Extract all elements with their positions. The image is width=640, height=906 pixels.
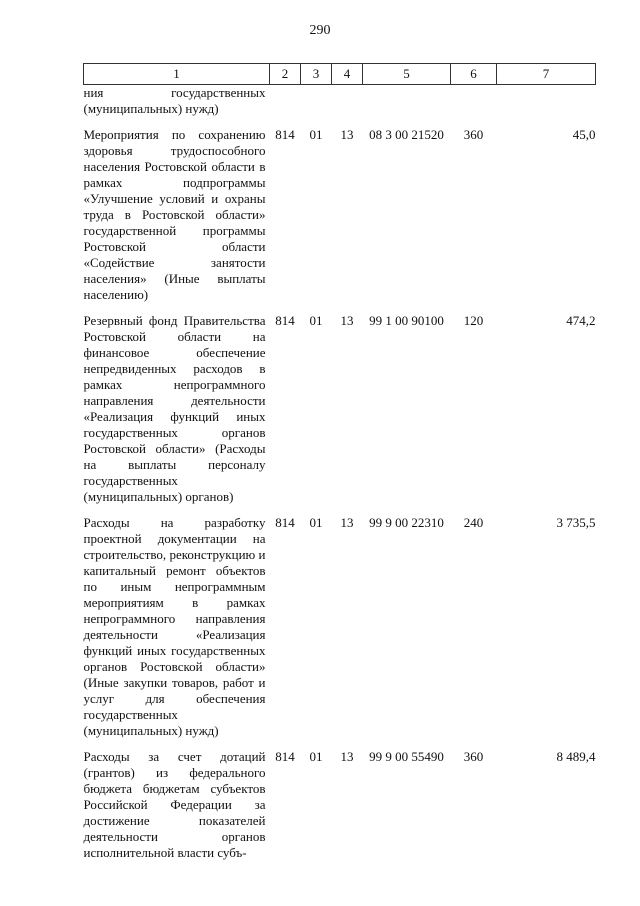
row-description: Расходы на разработку проектной документации на строительство, реконструкцию и капитальный ремонт объектов по иным непрограммным мероприятиям в рамках непрограммного направления деятельности «Реализация функций иных государственных органов Ростовской области» (Иные закупки товаров, работ и услуг для обеспечения государственных (муниципальных) нужд) [83, 515, 266, 738]
row-target-article: 99 1 00 90100 [369, 313, 444, 328]
row-section: 01 [309, 749, 323, 764]
row-ministry: 814 [275, 749, 295, 764]
row-target-article: 99 9 00 55490 [369, 749, 444, 764]
header-row [84, 64, 596, 85]
row-description: Мероприятия по сохранению здоровья трудоспособного населения Ростовской области в рамках подпрограммы «Улучшение условий и охраны труда в Ростовской области» государственной программы Ростовской области «Содействие занятости населения» (Иные выплаты населению) [83, 127, 266, 302]
row-ministry: 814 [275, 127, 295, 142]
row-section: 01 [309, 515, 323, 530]
row-description: Резервный фонд Правительства Ростовской области на финансовое обеспечение непредвиденных расходов в рамках непрограммного направления деятельности «Реализация функций иных государственных органов Ростовской области» (Расходы на выплаты персоналу государственных (муниципальных) органов) [83, 313, 266, 504]
page-number: 290 [309, 23, 331, 38]
table-row [84, 749, 596, 871]
row-amount: 3 735,5 [556, 515, 596, 530]
column-header-1: 1 [84, 64, 270, 85]
row-target-article: 08 3 00 21520 [369, 127, 444, 142]
row-section: 01 [309, 127, 323, 142]
column-header-3: 3 [301, 64, 332, 85]
table-row [84, 127, 596, 313]
table-row [84, 313, 596, 515]
row-section: 01 [309, 313, 323, 328]
continuation-row [84, 85, 596, 128]
row-amount: 474,2 [566, 313, 596, 328]
row-subsection: 13 [340, 515, 354, 530]
continuation-text: ния государственных (муниципальных) нужд) [83, 85, 266, 116]
row-description: Расходы за счет дотаций (грантов) из федерального бюджета бюджетам субъектов Российской Федерации за достижение показателей деятельности органов исполнительной власти субъ- [83, 749, 266, 860]
row-amount: 45,0 [572, 127, 596, 142]
row-ministry: 814 [275, 515, 295, 530]
budget-table [83, 63, 596, 871]
row-amount: 8 489,4 [556, 749, 596, 764]
row-target-article: 99 9 00 22310 [369, 515, 444, 530]
row-subsection: 13 [340, 127, 354, 142]
row-expense-type: 360 [463, 127, 484, 142]
row-expense-type: 240 [463, 515, 484, 530]
row-subsection: 13 [340, 749, 354, 764]
row-expense-type: 120 [463, 313, 484, 328]
column-header-5: 5 [363, 64, 451, 85]
column-header-4: 4 [332, 64, 363, 85]
row-expense-type: 360 [463, 749, 484, 764]
row-ministry: 814 [275, 313, 295, 328]
column-header-6: 6 [451, 64, 497, 85]
row-subsection: 13 [340, 313, 354, 328]
table-row [84, 515, 596, 749]
column-header-7: 7 [497, 64, 596, 85]
column-header-2: 2 [270, 64, 301, 85]
